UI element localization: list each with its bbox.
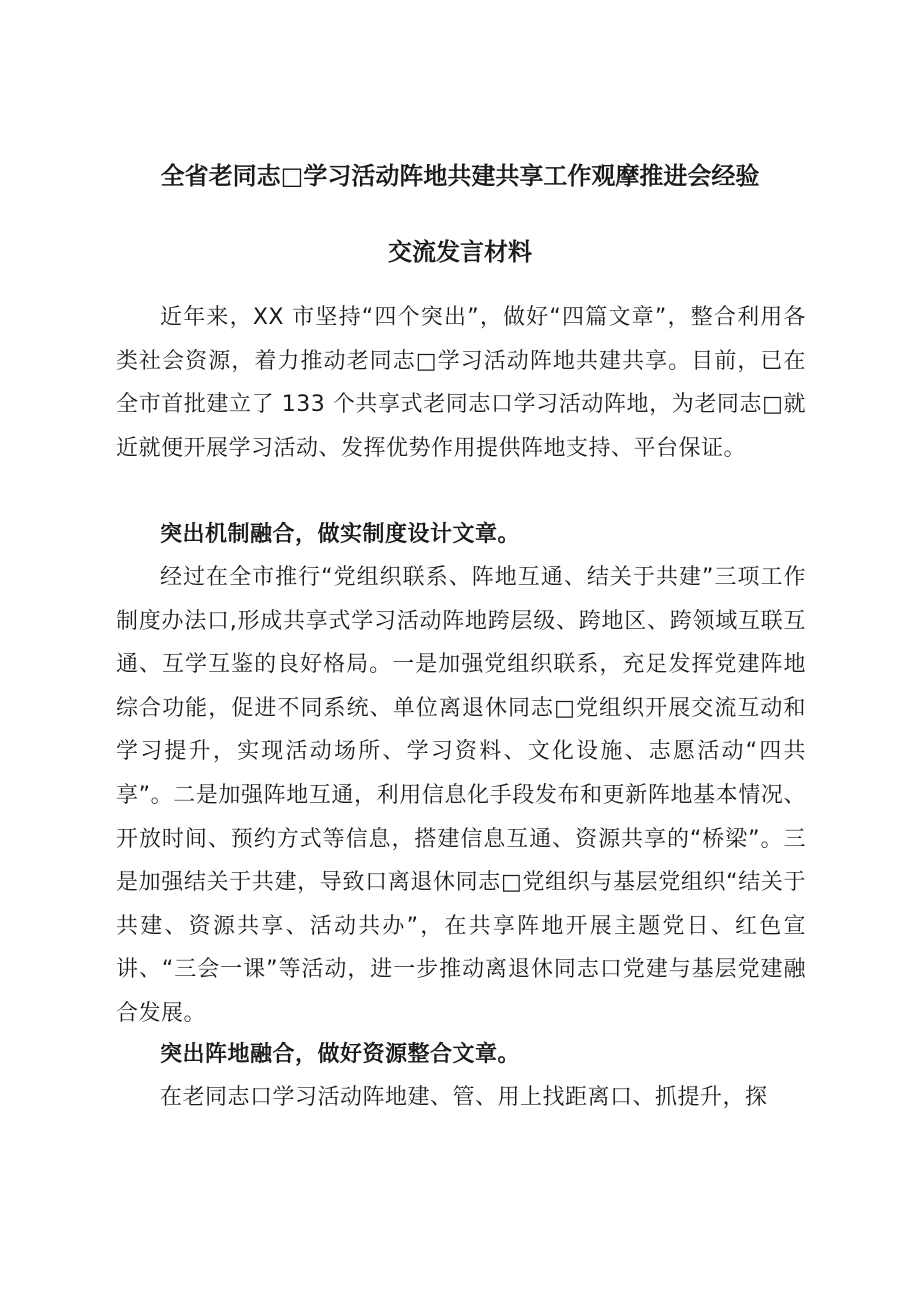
section-paragraph-1: 经过在全市推行“党组织联系、阵地互通、结关于共建”三项工作制度办法口,形成共享式学习活动阵地跨层级、跨地区、跨领域互联互通、互学互鉴的良好格局。一是加强党组织联系，充足发挥党建阵地综合功能，促进不同系统、单位离退休同志□党组织开展交流互动和学习提升，实现活动场所、学习资料、文化设施、志愿活动“四共享”。二是加强阵地互通，利用信息化手段发布和更新阵地基本情况、开放时间、预约方式等信息，搭建信息互通、资源共享的“桥梁”。三是加强结关于共建，导致口离退休同志□党组织与基层党组织“结关于共建、资源共享、活动共办”，在共享阵地开展主题党日、红色宣讲、“三会一课”等活动，进一步推动离退休同志口党建与基层党建融合发展。 — [116, 565, 806, 1026]
document-title-line-2: 交流发言材料 — [388, 238, 532, 266]
section-heading-2: 突出阵地融合，做好资源整合文章。 — [160, 1042, 521, 1067]
intro-paragraph: 近年来，XX 市坚持“四个突出”，做好“四篇文章”，整合利用各类社会资源，着力推动老同志□学习活动阵地共建共享。目前，已在全市首批建立了 133 个共享式老同志口学习活动阵地，为老同志□就近就便开展学习活动、发挥优势作用提供阵地支持、平台保证。 — [116, 305, 806, 461]
document-title-line-1: 全省老同志□学习活动阵地共建共享工作观摩推进会经验 — [160, 162, 760, 190]
section-paragraph-2: 在老同志口学习活动阵地建、管、用上找距离口、抓提升，探 — [160, 1085, 768, 1110]
section-heading-1: 突出机制融合，做实制度设计文章。 — [160, 522, 521, 547]
